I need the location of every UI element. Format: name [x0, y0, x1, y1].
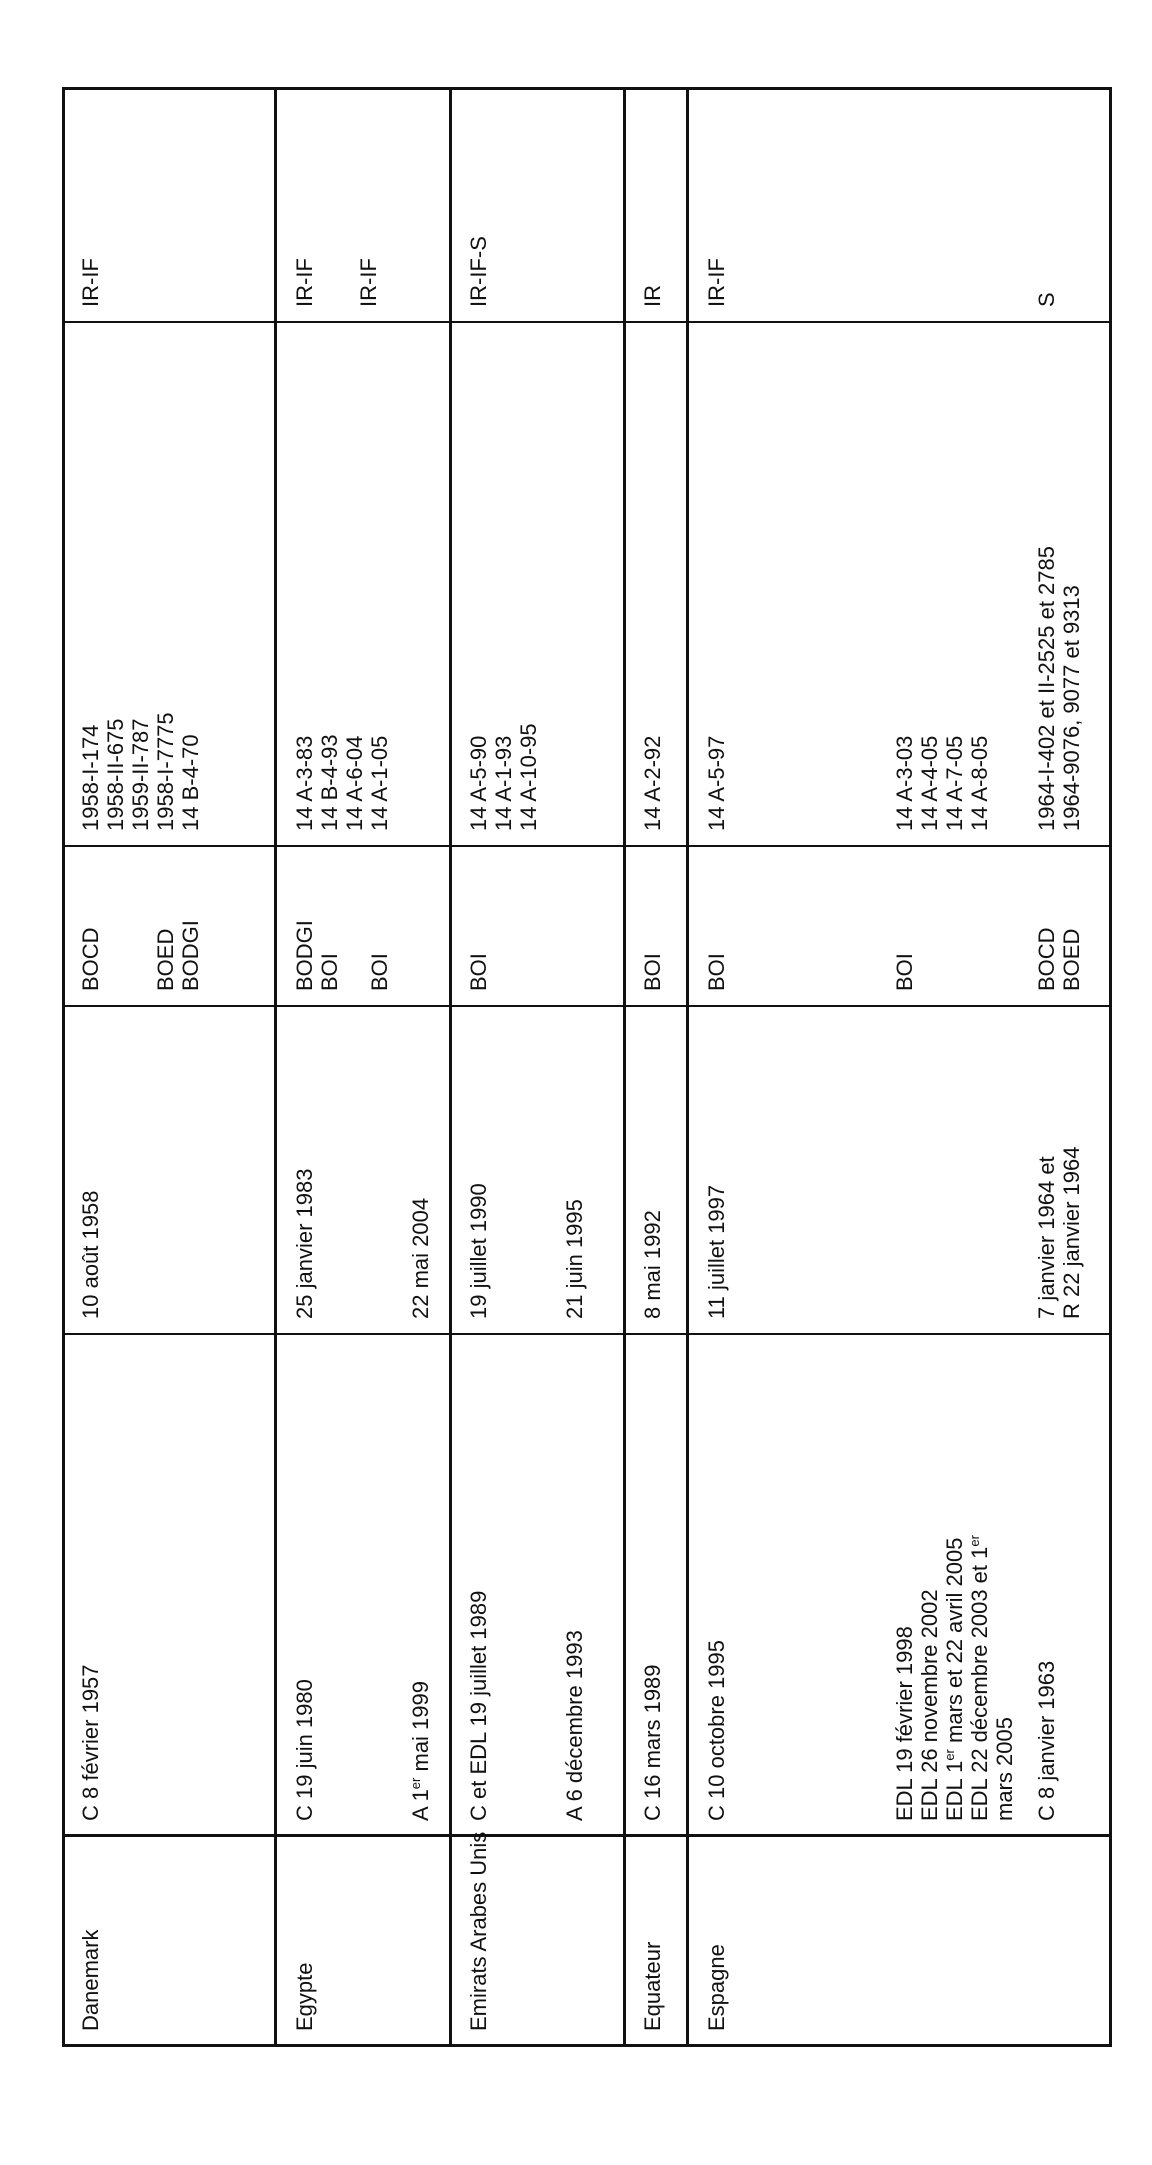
publication-cell: BOI	[640, 953, 665, 991]
date-cell: 11 juillet 1997	[704, 1184, 729, 1319]
date-cell: 25 janvier 1983	[292, 1168, 317, 1319]
reserve-cell: S	[1034, 292, 1059, 307]
publication-cell: BOCD BOED BODGI	[78, 920, 203, 991]
instrument-cell: A 6 décembre 1993	[562, 1630, 587, 1821]
date-cell: 21 juin 1995	[562, 1199, 587, 1319]
column-divider	[62, 1834, 1112, 1837]
reserve-cell: IR-IF	[78, 258, 103, 307]
instrument-cell: C et EDL 19 juillet 1989	[466, 1590, 491, 1821]
date-cell: 22 mai 2004	[408, 1197, 433, 1319]
instrument-cell: A 1er mai 1999	[408, 1681, 433, 1821]
column-divider	[62, 321, 1112, 323]
country-cell: Emirats Arabes Unis	[466, 1831, 491, 2031]
reference-cell: 1958-I-174 1958-II-675 1959-II-787 1958-I-7775 14 B-4-70	[78, 712, 203, 831]
reserve-cell: IR	[640, 285, 665, 307]
instrument-cell: C 16 mars 1989	[640, 1664, 665, 1821]
reference-cell: 14 A-5-90 14 A-1-93 14 A-10-95	[466, 723, 541, 831]
treaty-table	[62, 87, 1112, 2047]
instrument-cell: EDL 19 février 1998 EDL 26 novembre 2002 EDL 1er mars et 22 avril 2005 EDL 22 décembre 2003 et 1er mars 2005	[892, 1535, 1017, 1821]
date-cell: 8 mai 1992	[640, 1210, 665, 1319]
reference-cell: 14 A-3-03 14 A-4-05 14 A-7-05 14 A-8-05	[892, 735, 992, 831]
reference-cell: 14 A-5-97	[704, 735, 729, 831]
column-divider	[62, 1005, 1112, 1007]
row-divider	[449, 87, 452, 2047]
instrument-cell: C 8 janvier 1963	[1034, 1660, 1059, 1821]
country-cell: Espagne	[704, 1944, 729, 2031]
publication-cell: BOI	[466, 953, 491, 991]
date-cell: 10 août 1958	[78, 1190, 103, 1319]
country-cell: Equateur	[640, 1941, 665, 2031]
publication-cell: BODGI BOI BOI	[292, 920, 392, 991]
reserve-cell: IR-IF	[704, 258, 729, 307]
reserve-cell: IR-IF	[356, 258, 381, 307]
reference-cell: 14 A-3-83 14 B-4-93 14 A-6-04 14 A-1-05	[292, 734, 392, 831]
country-cell: Danemark	[78, 1929, 103, 2031]
row-divider	[274, 87, 277, 2047]
column-divider	[62, 1333, 1112, 1335]
country-cell: Egypte	[292, 1962, 317, 2031]
reserve-cell: IR-IF	[292, 258, 317, 307]
instrument-cell: C 19 juin 1980	[292, 1679, 317, 1821]
date-cell: 7 janvier 1964 et R 22 janvier 1964	[1034, 1146, 1084, 1319]
publication-cell: BOCD BOED	[1034, 927, 1084, 991]
column-divider	[62, 845, 1112, 847]
reference-cell: 1964-I-402 et II-2525 et 2785 1964-9076, 9077 et 9313	[1034, 546, 1084, 831]
publication-cell: BOI	[892, 953, 917, 991]
row-divider	[623, 87, 626, 2047]
instrument-cell: C 10 octobre 1995	[704, 1639, 729, 1821]
reference-cell: 14 A-2-92	[640, 735, 665, 831]
instrument-cell: C 8 février 1957	[78, 1664, 103, 1821]
date-cell: 19 juillet 1990	[466, 1183, 491, 1319]
row-divider	[686, 87, 689, 2047]
reserve-cell: IR-IF-S	[466, 236, 491, 307]
publication-cell: BOI	[704, 953, 729, 991]
